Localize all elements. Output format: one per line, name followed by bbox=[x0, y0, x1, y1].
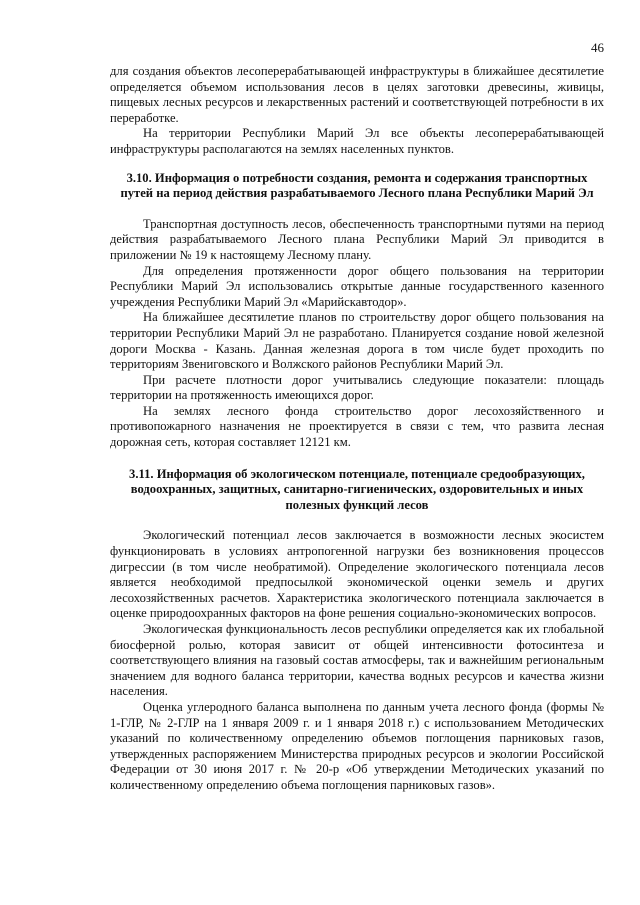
section-3-11-paragraph-3: Оценка углеродного баланса выполнена по данным учета лесного фонда (формы № 1-ГЛР, № 2-ГЛР на 1 января 2009 г. и 1 января 2018 г.) с использованием Методических указаний по количественному определению объемов поглощения парниковых газов, утвержденных распоряжением Министерства природных ресурсов и экологии Российской Федерации от 30 июня 2017 г. № 20-р «Об утверждении Методических указаний по количественному определению объема поглощения парниковых газов». bbox=[110, 699, 604, 792]
intro-block bbox=[110, 64, 604, 158]
section-3-11-body bbox=[110, 528, 604, 793]
section-3-10-paragraph-2: Для определения протяженности дорог общего пользования на территории Республики Марий Эл использовались открытые данные государственного казенного учреждения Республики Марий Эл «Марийскавтодор». bbox=[110, 263, 604, 309]
page-number: 46 bbox=[591, 40, 604, 55]
intro-paragraph-1: для создания объектов лесоперерабатывающей инфраструктуры в ближайшее десятилетие определяется объемом использования лесов в целях заготовки древесины, живицы, пищевых лесных ресурсов и лекарственных растений и соответствующей потребности в их переработке. bbox=[110, 64, 604, 125]
section-3-11-heading: 3.11. Информация об экологическом потенциале, потенциале средообразующих, водоохранных, защитных, санитарно-гигиенических, оздоровительных и иных полезных функций лесов bbox=[129, 466, 585, 512]
intro-paragraph-2: На территории Республики Марий Эл все объекты лесоперерабатывающей инфраструктуры располагаются на землях населенных пунктов. bbox=[110, 126, 604, 156]
section-3-10-heading: 3.10. Информация о потребности создания, ремонта и содержания транспортных путей на период действия разрабатываемого Лесного плана Республики Марий Эл bbox=[120, 170, 594, 201]
section-3-11-paragraph-1: Экологический потенциал лесов заключается в возможности лесных экосистем функционировать в условиях антропогенной нагрузки без возникновения процессов дигрессии (в том числе необратимой). Определение экологического потенциала лесов является необходимой предпосылкой экономической оценки земель и других лесохозяйственных расчетов. Характеристика экологического потенциала заключается в оценке природоохранных факторов на фоне решения социально-экономических вопросов. bbox=[110, 528, 604, 621]
section-3-10-body bbox=[110, 217, 604, 451]
section-3-10-paragraph-5: На землях лесного фонда строительство дорог лесохозяйственного и противопожарного назначения не проектируется в связи с тем, что развита лесная дорожная сеть, которая составляет 12121 км. bbox=[110, 403, 604, 450]
section-3-10-paragraph-1: Транспортная доступность лесов, обеспеченность транспортными путями на период действия разрабатываемого Лесного плана Республики Марий Эл приводится в приложении № 19 к настоящему Лесному плану. bbox=[110, 216, 604, 262]
section-3-10-paragraph-4: При расчете плотности дорог учитывались следующие показатели: площадь территории на протяженность имеющихся дорог. bbox=[110, 372, 604, 403]
section-3-10-paragraph-3: На ближайшее десятилетие планов по строительству дорог общего пользования на территории Республики Марий Эл не разработано. Планируется создание новой железной дороги Москва - Казань. Данная железная дорога в том числе будет проходить по территориям Звениговского и Волжского районов Республики Марий Эл. bbox=[110, 310, 604, 372]
section-3-11-paragraph-2: Экологическая функциональность лесов республики определяется как их глобальной биосферной ролью, которая зависит от общей интенсивности фотосинтеза и соответствующего влияния на газовый состав атмосферы, так и важнейшим региональным значением для водного баланса территории, качества водных ресурсов и качества жизни населения. bbox=[110, 622, 604, 699]
